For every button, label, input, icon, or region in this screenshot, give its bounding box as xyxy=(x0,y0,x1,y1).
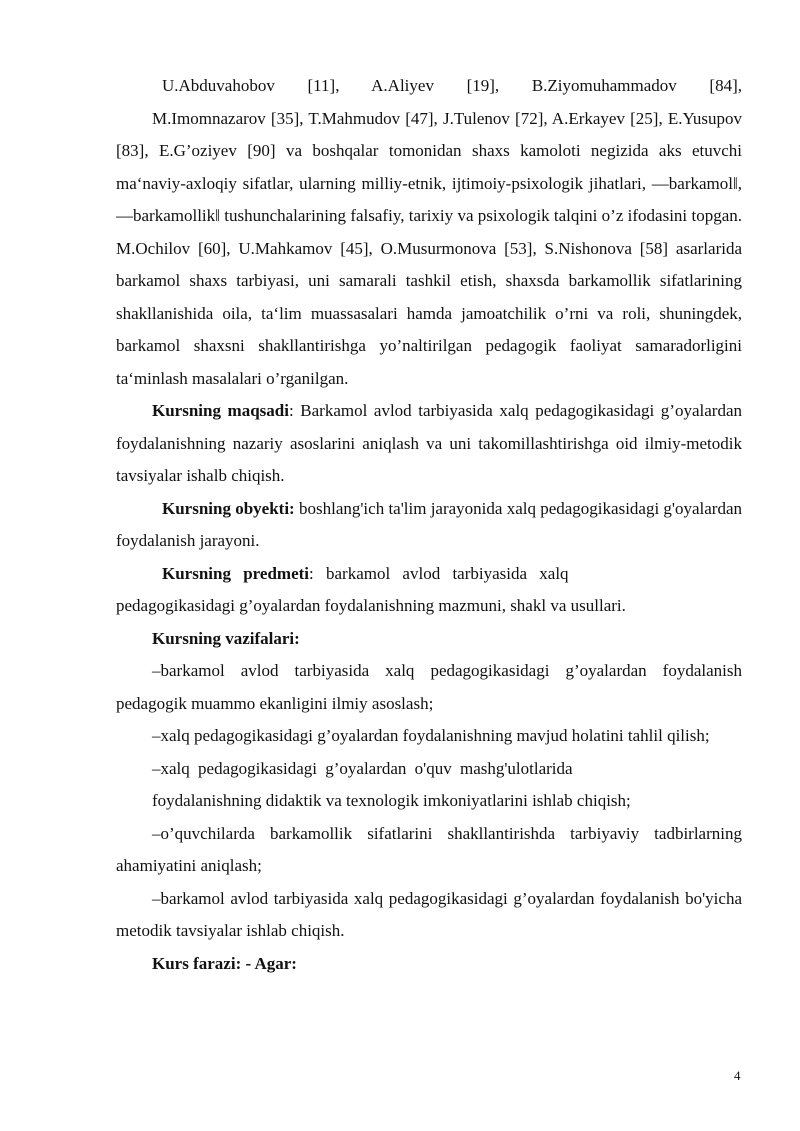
task-item-5: –barkamol avlod tarbiyasida xalq pedagogikasidagi g’oyalardan foydalanish bo'yicha metodik tavsiyalar ishlab chiqish. xyxy=(116,888,742,940)
predmet-text-line1: : barkamol avlod tarbiyasida xalq xyxy=(309,563,569,583)
obyekt-text: boshlang'ich ta'lim jarayonida xalq pedagogikasidagi g'oyalardan foydalanish jarayoni. xyxy=(116,498,743,550)
paragraph-obyekt xyxy=(116,493,742,558)
task-item-4: –o’quvchilarda barkamollik sifatlarini shakllantirishda tarbiyaviy tadbirlarning ahamiyatini aniqlash; xyxy=(116,823,742,875)
farazi-label: Kurs farazi: - Agar: xyxy=(152,953,297,973)
page-content xyxy=(116,70,742,980)
farazi-heading xyxy=(116,948,742,981)
paragraph-predmet-line2: pedagogikasidagi g’oyalardan foydalanishning mazmuni, shakl va usullari. xyxy=(116,596,626,615)
maqsad-text: : Barkamol avlod tarbiyasida xalq pedagogikasidagi g’oyalardan foydalanishning nazariy asoslarini aniqlash va uni takomillashtirishga oid ilmiy-metodik tavsiyalar ishalb chiqish. xyxy=(116,401,742,485)
predmet-label: Kursning predmeti xyxy=(162,563,310,583)
paragraph-maqsad xyxy=(116,395,742,493)
page-number: 4 xyxy=(734,1068,741,1083)
paragraph-predmet-line1 xyxy=(116,558,742,591)
obyekt-label: Kursning obyekti: xyxy=(162,498,295,518)
paragraph-authors: M.Imomnazarov [35], T.Mahmudov [47], J.Tulenov [72], A.Erkayev [25], E.Yusupov [83], E.G’oziyev [90] va boshqalar tomonidan shaxs kamoloti negizida aks etuvchi ma‘naviy-axloqiy sifatlar, ularning milliy-etnik, ijtimoiy-psixologik jihatlari, ―barkamol‖, ―barkamollik‖ tushunchalarining falsafiy, tarixiy va psixologik talqini o’z ifodasini topgan. M.Ochilov [60], U.Mahkamov [45], O.Musurmonova [53], S.Nishonova [58] asarlarida barkamol shaxs tarbiyasi, uni samarali tashkil etish, shaxsda barkamollik sifatlarining shakllanishida oila, ta‘lim muassasalari hamda jamoatchilik o’rni va roli, shuningdek, barkamol shaxsni shakllantirishga yo’naltirilgan pedagogik faoliyat samaradorligini ta‘minlash masalalari o’rganilgan. xyxy=(116,108,742,388)
task-item-3-line2: foydalanishning didaktik va texnologik imkoniyatlarini ishlab chiqish; xyxy=(152,791,631,810)
paragraph-authors-line1: U.Abduvahobov [11], A.Aliyev [19], B.Ziyomuhammadov [84], xyxy=(162,76,742,95)
vazifalar-heading xyxy=(116,623,742,656)
task-item-3-line1: –xalq pedagogikasidagi g’oyalardan o'quv mashg'ulotlarida xyxy=(152,758,573,778)
maqsad-label: Kursning maqsadi xyxy=(152,401,289,420)
vazifalar-label: Kursning vazifalari: xyxy=(152,628,300,648)
task-item-2: –xalq pedagogikasidagi g’oyalardan foydalanishning mavjud holatini tahlil qilish; xyxy=(152,726,710,745)
task-item-1: –barkamol avlod tarbiyasida xalq pedagogikasidagi g’oyalardan foydalanish pedagogik muammo ekanligini ilmiy asoslash; xyxy=(116,661,742,713)
